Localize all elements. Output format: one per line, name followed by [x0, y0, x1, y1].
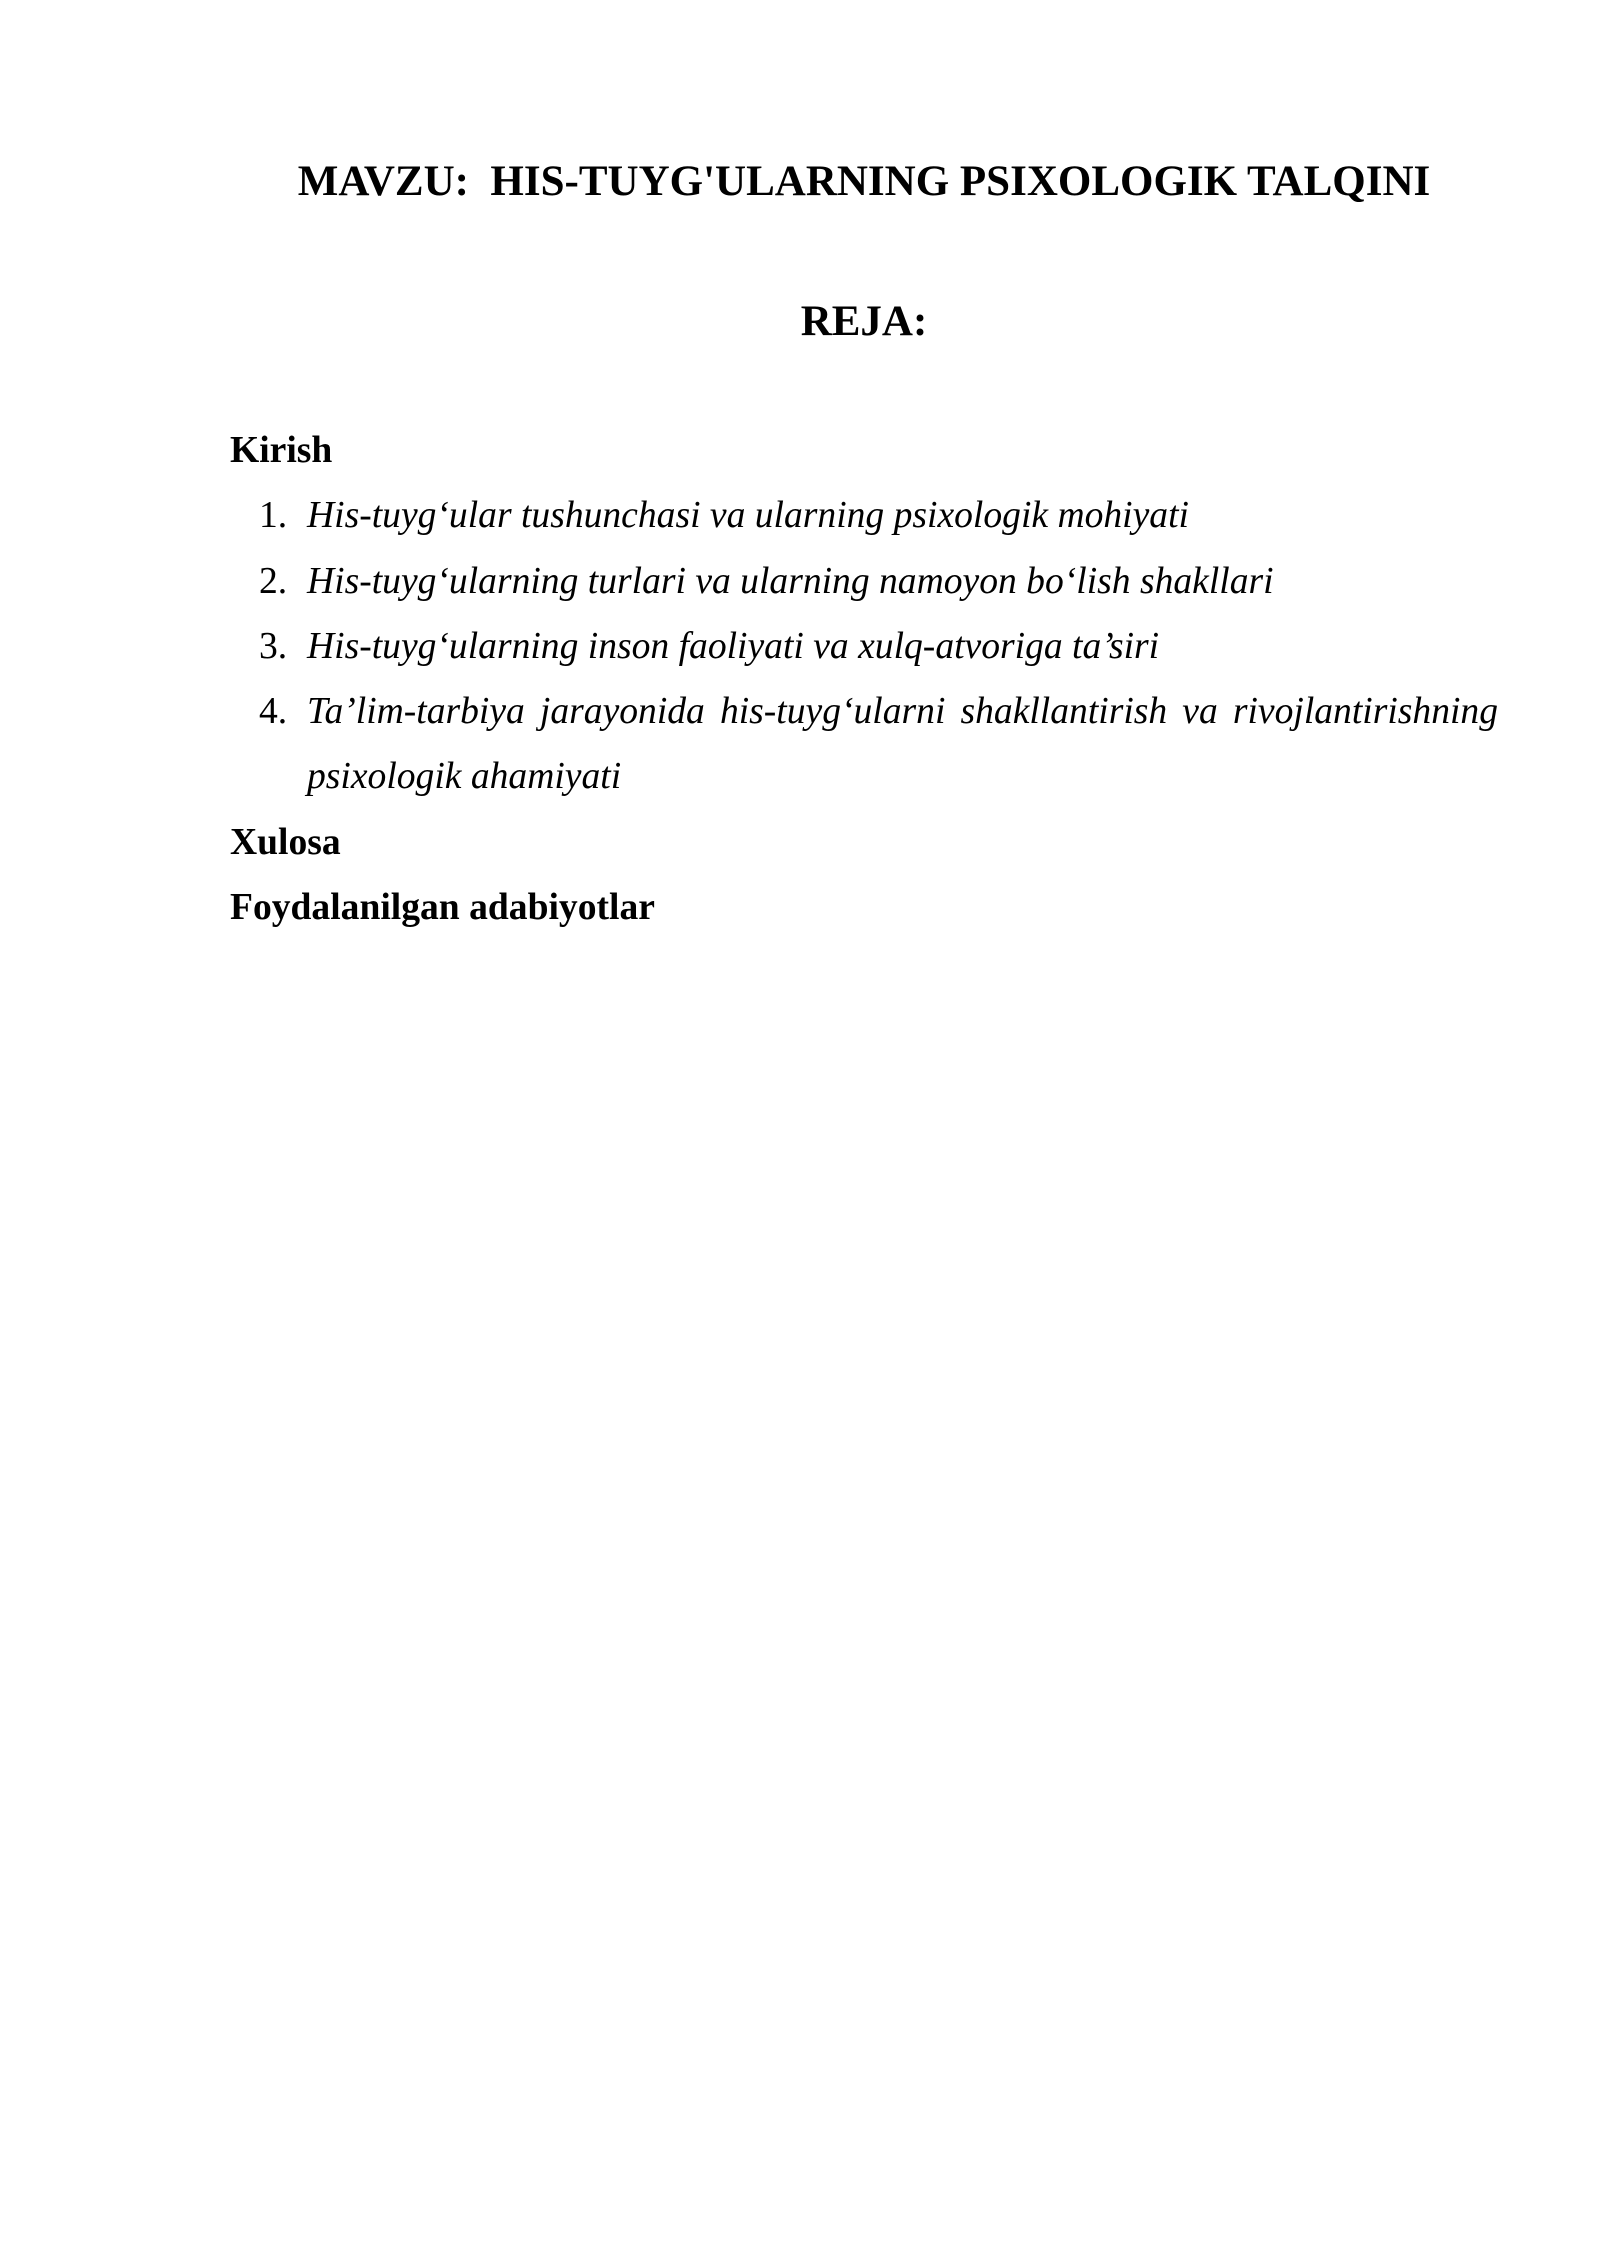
plan-item-number: 4.: [259, 691, 288, 733]
plan-item-number: 3.: [259, 625, 288, 667]
plan-item-text: His-tuyg‘ular tushunchasi va ularning psixologik mohiyati: [307, 495, 1189, 537]
plan-list: [230, 483, 1498, 809]
document-title: MAVZU: HIS-TUYG'ULARNING PSIXOLOGIK TALQINI: [297, 158, 1431, 205]
plan-item: [259, 549, 1498, 614]
plan-item-number: 1.: [259, 495, 288, 537]
plan-item: [259, 679, 1498, 810]
intro-label: Kirish: [230, 430, 333, 471]
plan-item: [259, 614, 1498, 679]
plan-item: [259, 483, 1498, 548]
plan-item-text: Ta’lim-tarbiya jarayonida his-tuyg‘ularni shakllantirish va rivojlantirishning psixologik ahamiyati: [307, 691, 1498, 798]
conclusion-label: Xulosa: [230, 821, 341, 863]
plan-item-number: 2.: [259, 560, 288, 602]
plan-body: [230, 418, 1498, 940]
plan-item-text: His-tuyg‘ularning turlari va ularning namoyon bo‘lish shakllari: [307, 560, 1274, 602]
plan-item-text: His-tuyg‘ularning inson faoliyati va xulq-atvoriga ta’siri: [307, 625, 1160, 667]
plan-heading: REJA:: [800, 298, 928, 345]
references-label: Foydalanilgan adabiyotlar: [230, 887, 655, 929]
